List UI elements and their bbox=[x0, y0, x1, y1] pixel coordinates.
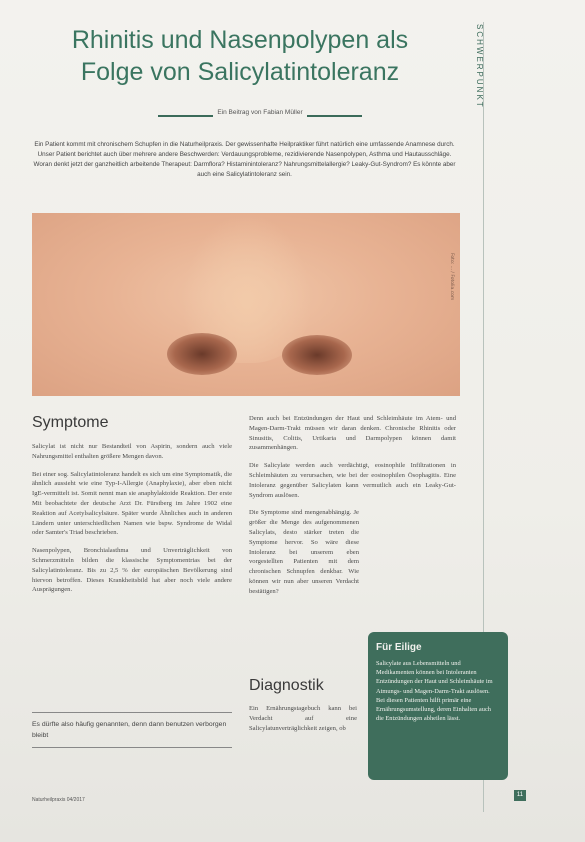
title-line-2: Folge von Salicylatintoleranz bbox=[80, 58, 400, 86]
paragraph: Die Salicylate werden auch verdächtigt, eosinophile Infiltrationen in Schleimhäuten zu verursachen, wie bei der eosinophilen Ösophagitis. Eine Intoleranz gegenüber Salicylaten kann vermutlich auch ein Leaky-Gut-Syndrom auslösen. bbox=[249, 462, 456, 499]
heading-symptome: Symptome bbox=[32, 414, 109, 431]
paragraph: Bei einer sog. Salicylatintoleranz handelt es sich um eine Symptomatik, die ähnlich aussieht wie eine Typ-I-Allergie (Anaphylaxie), aber eben nicht IgE-vermittelt ist. Somit nennt man sie anaphylaktoide Reaktion. Der erste Mit beobachtete der deutsche Arzt Dr. Fürstberg im Jahre 1902 eine Reaktion auf Acetylsalicylsäure. Später wurde Ähnliches auch in anderen Ländern unter unterschiedlichen Namen wie bspw. Syndrome de Widal oder Samter's Triad beschrieben. bbox=[32, 470, 232, 537]
fuer-eilige-box bbox=[368, 632, 508, 780]
article-title bbox=[40, 24, 440, 88]
footer-journal: Naturheilpraxis 04/2017 bbox=[32, 797, 85, 803]
byline-rule-left bbox=[158, 115, 213, 117]
byline-text: Ein Beitrag von Fabian Müller bbox=[217, 109, 303, 116]
paragraph: Nasenpolypen, Bronchialasthma und Unverträglichkeit von Schmerzmitteln bilden die klassische Symptomentrias bei der Salicylatintoleranz. Bis zu 2,5 % der europäischen Bevölkerung sind hiervon betroffen. Dieses Krankheitsbild hat aber noch viele andere Ausprägungen. bbox=[32, 547, 232, 594]
intro-text: Ein Patient kommt mit chronischem Schupfen in die Naturheilpraxis. Der gewissenhafte Heilpraktiker führt natürlich eine umfassende Anamnese durch. Unser Patient berichtet auch über mehrere andere Beschwerden: Verdauungsprobleme, rezidivierende Nasenpolypen, Asthma und Hautausschläge. Woran denkt jetzt der ganzheitlich arbeitende Therapeut: Darmflora? Histaminintoleranz? Nahrungsmittelallergie? Leaky-Gut-Syndrom? Es könnte aber auch eine Salicylatintoleranz sein. bbox=[33, 141, 456, 178]
pull-quote: Es dürfte also häufig genannten, denn dann benutzen verborgen bleibt bbox=[32, 712, 232, 748]
paragraph: Salicylat ist nicht nur Bestandteil von Aspirin, sondern auch viele Nahrungsmittel enthalten größere Mengen davon. bbox=[32, 443, 232, 460]
byline bbox=[100, 109, 420, 121]
title-line-1: Rhinitis und Nasenpolypen als bbox=[71, 26, 409, 54]
heading-diagnostik: Diagnostik bbox=[249, 677, 324, 694]
photo-credit: Foto: ... / Fotolia.com bbox=[449, 253, 454, 301]
section-side-label: SCHWERPUNKT bbox=[475, 24, 484, 109]
paragraph: Die Symptome sind mengenabhängig. Je größer die Menge des aufgenommenen Salicylats, desto stärker treten die Symptome hervor. So wäre diese Intoleranz bei unserem eben vorgestellten Patienten mit dem chronischen Schnupfen denkbar. Wie können wir nun aber unseren Verdacht bestätigen? bbox=[249, 509, 359, 595]
column-right bbox=[249, 414, 456, 605]
diagnostik-text bbox=[249, 704, 357, 741]
left-nostril bbox=[167, 333, 237, 375]
box-heading: Für Eilige bbox=[376, 642, 422, 653]
column-left bbox=[32, 442, 232, 603]
byline-rule-right bbox=[307, 115, 362, 117]
nose-photo bbox=[32, 213, 460, 396]
paragraph: Denn auch bei Entzündungen der Haut und Schleimhäute im Atem- und Magen-Darm-Trakt müssen wir daran denken. Chronische Rhinitis oder Sinusitis, Colitis, Urtikaria und Darmpolypen können damit zusammenhängen. bbox=[249, 415, 456, 452]
box-text: Salicylate aus Lebensmitteln und Medikamenten können bei Intoleranten Entzündungen der Haut und Schleimhäute im Atmungs- und Magen-Darm-Trakt auslösen. Bei diesen Patienten hilft primär eine Ernährungsumstellung, deren Einhalten auch die Entzündungen abheilen lässt. bbox=[376, 660, 493, 723]
right-nostril bbox=[282, 335, 352, 375]
paragraph: Ein Ernährungstagebuch kann bei Verdacht auf eine Salicylatunverträglichkeit zeigen, ob bbox=[249, 705, 357, 732]
page-number: 11 bbox=[514, 790, 526, 801]
